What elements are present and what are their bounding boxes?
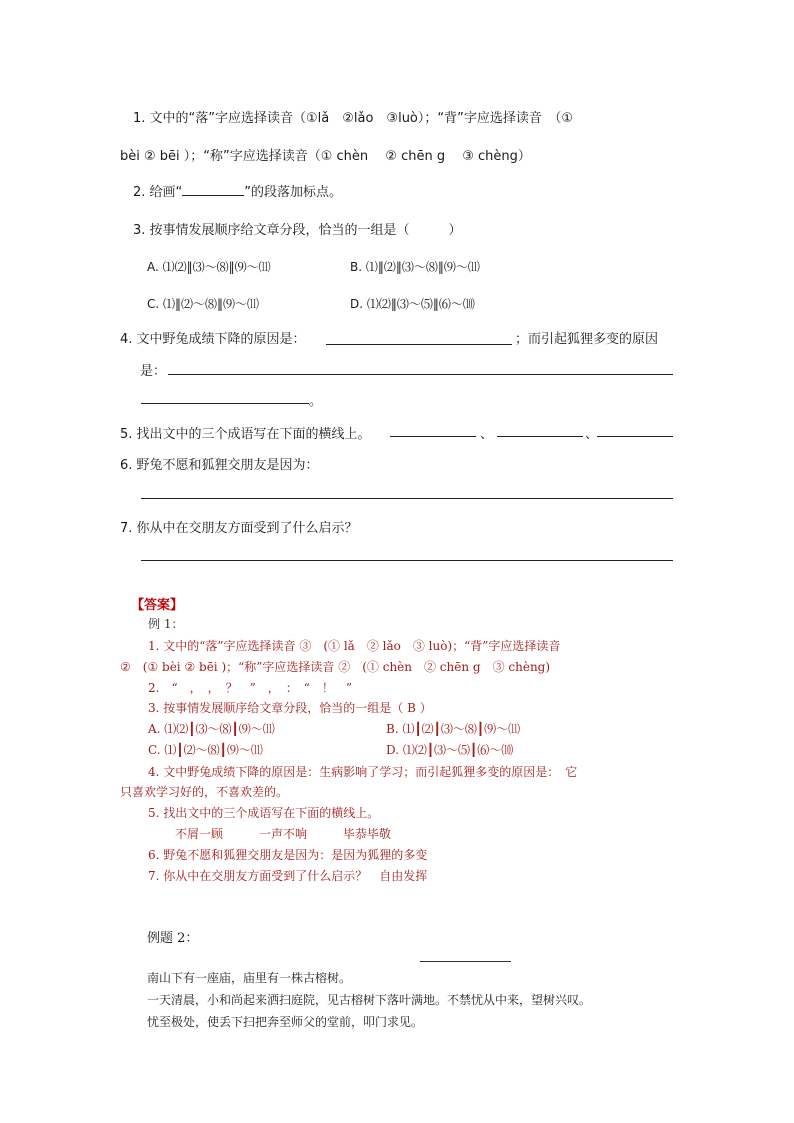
question-1-line-1: 1. 文中的“落”字应选择读音（①lǎ ②lǎo ③luò）；“背”字应选择读音 （① bbox=[133, 111, 574, 126]
answer-3-option-d: D. ⑴⑵┃⑶～⑸┃⑹～⑽ bbox=[386, 743, 514, 757]
answer-3-option-c: C. ⑴┃⑵～⑻┃⑼～⑾ bbox=[148, 743, 263, 757]
question-4-part-1: 4. 文中野兔成绩下降的原因是： bbox=[120, 332, 306, 347]
answer-3-option-a: A. ⑴⑵┃⑶～⑻┃⑼～⑾ bbox=[148, 722, 275, 736]
question-4-part-3: 是： bbox=[140, 364, 167, 379]
question-3-option-d: D. ⑴⑵‖⑶〜⑸‖⑹〜⑽ bbox=[350, 297, 475, 311]
question-1-line-2: bèi ② bēi ）；“称”字应选择读音（① chèn ② chēn g ③ chèng） bbox=[120, 149, 531, 164]
question-3-option-a: A. ⑴⑵‖⑶〜⑻‖⑼〜⑾ bbox=[147, 260, 271, 274]
example-1-label: 例 1： bbox=[148, 617, 184, 631]
answer-6: 6. 野兔不愿和狐狸交朋友是因为：是因为狐狸的多变 bbox=[148, 848, 428, 862]
example-2-line-3: 忧至极处，使丢下扫把奔至师父的堂前，叩门求见。 bbox=[147, 1015, 424, 1029]
answer-1-line-1: 1. 文中的“落”字应选择读音 ③ (① lǎ ② lǎo ③ luò)；“背”字应选择读音 bbox=[148, 639, 561, 653]
question-2-suffix: ”的段落加标点。 bbox=[244, 185, 343, 200]
answer-2: 2. “ ， ， ？ ” ， ： “ ！ ” bbox=[148, 681, 352, 695]
answer-1-line-2: ② (① bèi ② bēi )；“称”字应选择读音 ② (① chèn ② chēn g ③ chèng) bbox=[120, 660, 551, 674]
question-5: 5. 找出文中的三个成语写在下面的横线上。 bbox=[120, 427, 371, 442]
question-4-blank-2 bbox=[168, 374, 673, 375]
answer-4-line-1: 4. 文中野兔成绩下降的原因是：生病影响了学习；而引起狐狸多变的原因是： 它 bbox=[148, 765, 578, 779]
answer-7: 7. 你从中在交朋友方面受到了什么启示？ 自由发挥 bbox=[148, 869, 428, 883]
question-4-blank-3 bbox=[141, 403, 309, 404]
example-2-rule bbox=[420, 961, 511, 962]
question-6-answer-line bbox=[141, 498, 673, 499]
answer-5-idioms: 不屑一顾 一声不响 毕恭毕敬 bbox=[175, 827, 392, 841]
question-5-blank-1 bbox=[390, 436, 476, 437]
answer-3: 3. 按事情发展顺序给文章分段，恰当的一组是（ B ） bbox=[148, 701, 432, 715]
answer-4-line-2: 只喜欢学习好的，不喜欢差的。 bbox=[120, 785, 289, 799]
answer-5: 5. 找出文中的三个成语写在下面的横线上。 bbox=[148, 806, 380, 820]
question-2 bbox=[133, 181, 342, 200]
answer-heading: 【答案】 bbox=[131, 598, 184, 613]
example-2-label: 例题 2： bbox=[147, 931, 199, 946]
example-2-line-1: 南山下有一座庙，庙里有一株古榕树。 bbox=[147, 971, 352, 985]
question-5-blank-2 bbox=[497, 436, 583, 437]
question-7: 7. 你从中在交朋友方面受到了什么启示？ bbox=[120, 521, 358, 536]
question-4-blank-1 bbox=[326, 344, 512, 345]
question-3-option-c: C. ⑴‖⑵〜⑻‖⑼〜⑾ bbox=[147, 297, 260, 311]
question-5-blank-3 bbox=[597, 436, 673, 437]
question-3: 3. 按事情发展顺序给文章分段，恰当的一组是（ ） bbox=[133, 223, 462, 238]
question-4-part-2: ；而引起狐狸多变的原因 bbox=[515, 332, 659, 347]
question-5-separator-2: 、 bbox=[585, 427, 599, 442]
question-6: 6. 野兔不愿和狐狸交朋友是因为： bbox=[120, 458, 319, 473]
question-4-end: 。 bbox=[309, 394, 323, 409]
question-7-answer-line bbox=[141, 560, 673, 561]
question-5-separator-1: 、 bbox=[480, 427, 494, 442]
question-2-prefix: 2. 给画“ bbox=[133, 185, 183, 200]
question-2-blank bbox=[182, 185, 244, 196]
answer-3-option-b: B. ⑴┃⑵┃⑶～⑻┃⑼～⑾ bbox=[386, 722, 521, 736]
question-3-option-b: B. ⑴‖⑵‖⑶〜⑻‖⑼〜⑾ bbox=[350, 260, 480, 274]
example-2-line-2: 一天清晨，小和尚起来洒扫庭院，见古榕树下落叶满地。不禁忧从中来，望树兴叹。 bbox=[147, 993, 592, 1007]
